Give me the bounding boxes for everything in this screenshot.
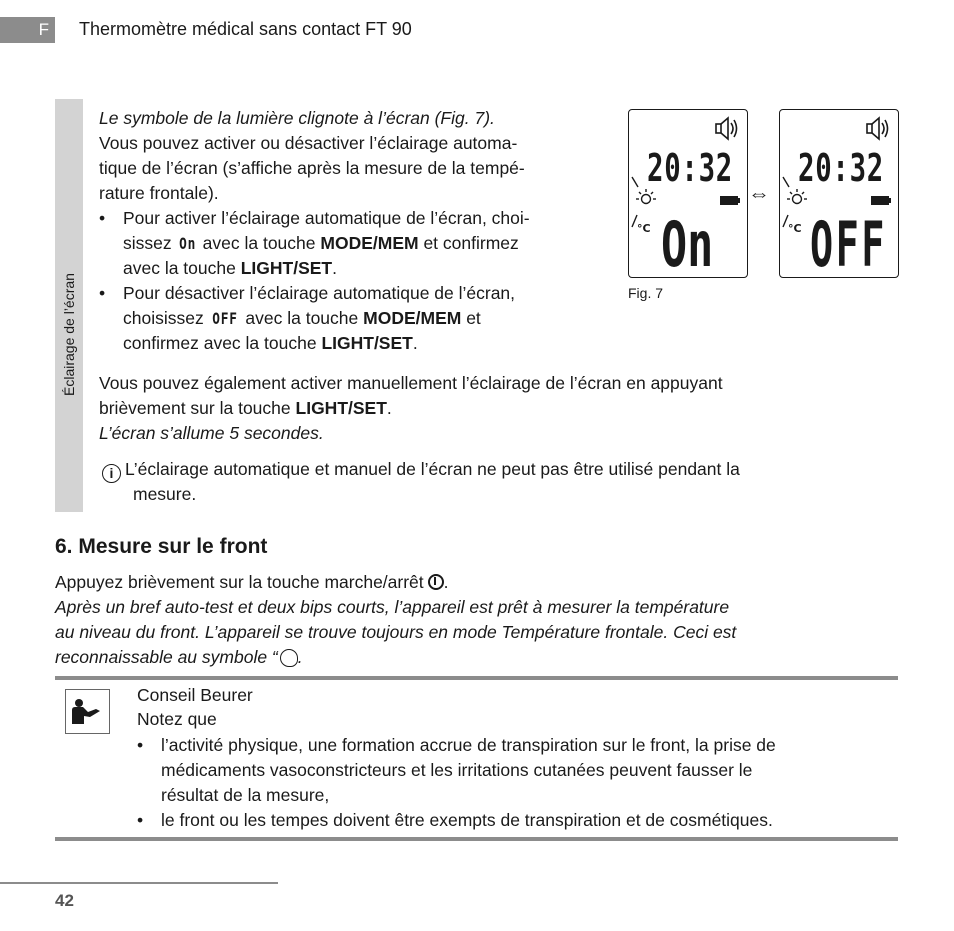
bullet1-line2 [123, 231, 530, 256]
tip-intro: Notez que [137, 709, 217, 729]
text: avec la touche [245, 308, 359, 328]
section-heading: 6. Mesure sur le front [55, 535, 268, 558]
section6-italic-1: Après un bref auto-test et deux bips courts, l’appareil est prêt à mesurer la température [55, 597, 730, 617]
bullet-dot: • [99, 283, 106, 303]
battery-icon [871, 196, 891, 205]
section6-italic-3 [55, 645, 303, 670]
text: et confirmez [423, 233, 519, 253]
lcd-display-off [779, 109, 899, 281]
text: . [332, 258, 337, 278]
bullet2-line2 [123, 306, 515, 331]
manual-italic: L’écran s’allume 5 secondes. [99, 423, 324, 443]
text: choisissez [123, 308, 204, 328]
key-label: LIGHT/SET [295, 398, 387, 418]
key-label: MODE/MEM [320, 233, 419, 253]
bullet1-line1: Pour activer l’éclairage automatique de l’écran, choi- [123, 208, 530, 228]
document-title: Thermomètre médical sans contact FT 90 [79, 19, 412, 39]
section6-line-1: Appuyez brièvement sur la touche marche/arrêt . [55, 572, 449, 592]
tip-bottom-rule [55, 837, 898, 841]
on-symbol: On [178, 234, 196, 253]
text: confirmez avec la touche [123, 333, 317, 353]
section6-italic-2: au niveau du front. L’appareil se trouve toujours en mode Température frontale. Ceci est [55, 622, 737, 642]
intro-italic: Le symbole de la lumière clignote à l’écran (Fig. 7). [99, 108, 495, 128]
key-label: MODE/MEM [363, 308, 462, 328]
intro-line-1: Vous pouvez activer ou désactiver l’éclairage automa- [99, 133, 518, 153]
info-note-line-2: mesure. [133, 484, 197, 504]
text: Appuyez brièvement sur la touche marche/arrêt [55, 572, 424, 592]
key-label: LIGHT/SET [240, 258, 333, 278]
lcd-unit: °C [637, 222, 651, 235]
lcd-time: 20:32 [798, 146, 884, 190]
tip-icon [65, 689, 110, 734]
text: avec la touche [202, 233, 316, 253]
bullet2-line3 [123, 331, 515, 356]
bullet-activate [99, 206, 530, 281]
lcd-display-on [628, 109, 748, 281]
bullet-deactivate [99, 281, 516, 356]
manual-line-2 [99, 396, 392, 421]
language-tab: F [0, 17, 55, 43]
key-label: LIGHT/SET [321, 333, 413, 353]
info-icon: i [102, 464, 121, 483]
figure-caption: Fig. 7 [628, 285, 664, 301]
text: . [297, 647, 303, 667]
bullet1-line3 [123, 256, 530, 281]
tip-icon-graphic [66, 690, 108, 732]
battery-icon [720, 196, 740, 205]
tip-title: Conseil Beurer [137, 685, 253, 705]
tip-top-rule [55, 676, 898, 680]
swap-arrow-icon: ⇔ [748, 181, 770, 206]
side-label: Éclairage de l’écran [61, 273, 77, 396]
lcd-value: On [661, 208, 714, 281]
power-icon [428, 574, 444, 590]
off-symbol: OFF [211, 309, 238, 328]
tip-bullet-1 [137, 733, 776, 808]
lcd-value: OFF [810, 208, 887, 281]
text: L’éclairage automatique et manuel de l’écran ne peut pas être utilisé pendant la [125, 459, 740, 479]
info-note-line-1 [102, 457, 740, 483]
text: sissez [123, 233, 172, 253]
text: . [386, 398, 392, 418]
tip-bullet2-line: le front ou les tempes doivent être exempts de transpiration et de cosmétiques. [161, 810, 773, 830]
text: avec la touche [123, 258, 236, 278]
text: et [466, 308, 481, 328]
speaker-icon [867, 118, 888, 139]
lcd-unit: °C [788, 222, 802, 235]
text: . [412, 333, 418, 353]
page-number: 42 [55, 891, 74, 910]
lcd-time: 20:32 [647, 146, 733, 190]
bullet-dot: • [137, 810, 144, 830]
head-icon [280, 649, 298, 667]
tip-bullet1-line2: médicaments vasoconstricteurs et les irritations cutanées peuvent fausser le [161, 760, 753, 780]
intro-line-3: rature frontale). [99, 183, 219, 203]
manual-line-1: Vous pouvez également activer manuellement l’éclairage de l’écran en appuyant [99, 373, 723, 393]
tip-bullet1-line3: résultat de la mesure, [161, 785, 330, 805]
speaker-icon [716, 118, 737, 139]
bullet2-line1: Pour désactiver l’éclairage automatique de l’écran, [123, 283, 516, 303]
bullet-dot: • [99, 208, 106, 228]
intro-line-2: tique de l’écran (s’affiche après la mesure de la tempé- [99, 158, 525, 178]
footer-rule [0, 882, 278, 884]
text: reconnaissable au symbole “ [55, 647, 278, 667]
text: brièvement sur la touche [99, 398, 291, 418]
tip-bullet-2 [137, 808, 773, 833]
tip-bullet1-line1: l’activité physique, une formation accrue de transpiration sur le front, la prise de [161, 735, 776, 755]
bullet-dot: • [137, 735, 144, 755]
